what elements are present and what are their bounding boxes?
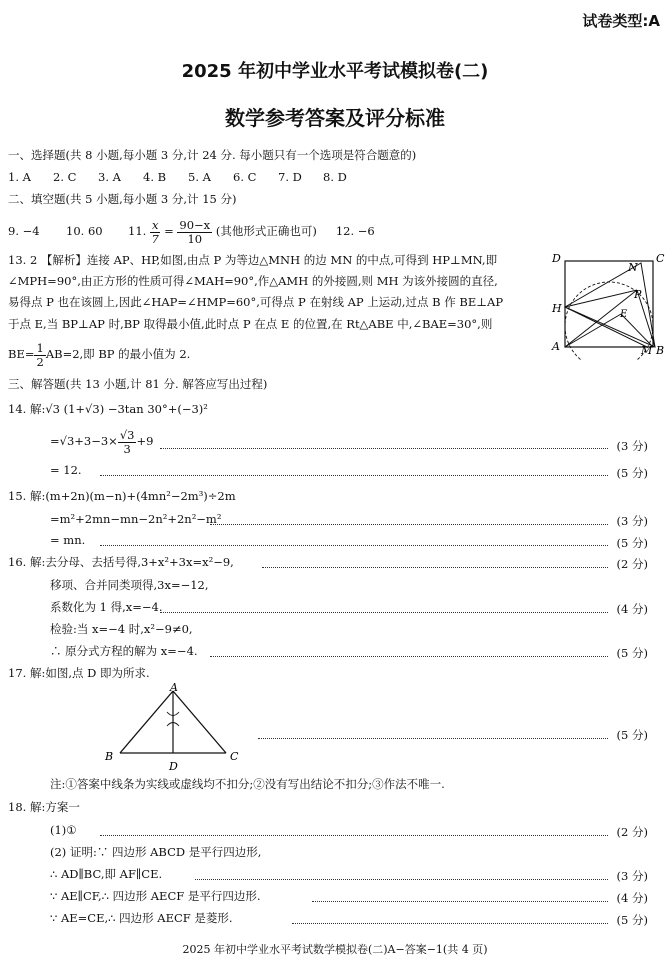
- mc-answer: 8. D: [323, 170, 347, 184]
- mc-answers: [8, 169, 368, 185]
- q11-note: (其他形式正确也可): [215, 224, 317, 238]
- exam-subtitle: 数学参考答案及评分标准: [225, 106, 445, 130]
- q16-line2: 移项、合并同类项得,3x=−12,: [50, 578, 209, 592]
- label-C: C: [230, 750, 239, 763]
- score: (2 分): [616, 825, 648, 839]
- q9-answer: 9. −4: [8, 224, 40, 238]
- q18-line3: (2) 证明:∵ 四边形 ABCD 是平行四边形,: [50, 845, 262, 859]
- q16-line3: 系数化为 1 得,x=−4.: [50, 600, 163, 614]
- q11-label: 11.: [128, 224, 147, 238]
- paper-type: 试卷类型:A: [582, 12, 660, 30]
- q14-line3: = 12.: [50, 463, 82, 477]
- fill-answers-row: [8, 216, 375, 246]
- score: (5 分): [616, 536, 648, 550]
- q18-line4: ∴ AD∥BC,即 AF∥CE.: [50, 867, 163, 881]
- dot-leader: [292, 923, 608, 924]
- label-D: D: [552, 252, 561, 265]
- q16-line4: 检验:当 x=−4 时,x²−9≠0,: [50, 622, 193, 636]
- mc-answer: 5. A: [188, 170, 211, 184]
- section2-heading: 二、填空题(共 5 小题,每小题 3 分,计 15 分): [8, 192, 237, 206]
- score: (3 分): [616, 514, 648, 528]
- dot-leader: [100, 545, 608, 546]
- q13-line: 13. 2 【解析】连接 AP、HP,如图,由点 P 为等边△MNH 的边 MN 的中点,可得到 HP⊥MN,即: [8, 253, 498, 267]
- q15-line3: = mn.: [50, 533, 86, 547]
- q15-line2: =m²+2mn−mn−2n²+2n²−m²: [50, 512, 222, 526]
- label-M: M: [641, 344, 653, 357]
- q14-line1: 14. 解:√3 (1+√3) −3tan 30°+(−3)²: [8, 402, 208, 416]
- mc-answer: 3. A: [98, 170, 121, 184]
- page-footer: 2025 年初中学业水平考试数学模拟卷(二)A−答案−1(共 4 页): [182, 943, 488, 956]
- score: (5 分): [616, 646, 648, 660]
- q13-line: 易得点 P 也在该圆上,因此∠HAP=∠HMP=60°,可得点 P 在射线 AP 上运动,过点 B 作 BE⊥AP: [8, 295, 504, 309]
- label-B: B: [105, 750, 114, 763]
- side-ac: [173, 691, 226, 753]
- label-N: N: [628, 261, 638, 274]
- q18-line5: ∵ AE∥CF,∴ 四边形 AECF 是平行四边形.: [50, 889, 261, 903]
- mc-answer: 2. C: [53, 170, 77, 184]
- q15-line1: 15. 解:(m+2n)(m−n)+(4mn²−2m³)÷2m: [8, 489, 236, 503]
- q16-line5: ∴ 原分式方程的解为 x=−4.: [50, 644, 198, 658]
- dot-leader: [312, 901, 608, 902]
- dot-leader: [160, 612, 608, 613]
- label-P: P: [634, 288, 642, 301]
- label-C: C: [656, 252, 665, 265]
- q13-line: ∠MPH=90°,由正方形的性质可得∠MAH=90°,作△AMH 的外接圆,则 MH 为该外接圆的直径,: [8, 274, 498, 288]
- mc-answer: 1. A: [8, 170, 31, 184]
- score: (5 分): [616, 728, 648, 742]
- score: (5 分): [616, 913, 648, 927]
- q17-line1: 17. 解:如图,点 D 即为所求.: [8, 666, 150, 680]
- q13-figure: [548, 250, 666, 360]
- section1-heading: 一、选择题(共 8 小题,每小题 3 分,计 24 分. 每小题只有一个选项是符合题意的): [8, 148, 417, 162]
- label-H: H: [552, 302, 562, 315]
- q13-line: 于点 E,当 BP⊥AP 时,BP 取得最小值,此时点 P 在点 E 的位置,在 Rt△ABE 中,∠BAE=30°,则: [8, 317, 493, 331]
- label-A: A: [170, 683, 178, 694]
- dot-leader: [210, 524, 608, 525]
- score: (3 分): [616, 869, 648, 883]
- score: (2 分): [616, 557, 648, 571]
- q18-line2: (1)①: [50, 823, 77, 837]
- mc-answer: 6. C: [233, 170, 257, 184]
- label-B: B: [656, 344, 665, 357]
- q17-figure: [100, 683, 250, 775]
- q11-frac-right: $\frac{90-x}{10}$: [179, 217, 211, 246]
- label-E: E: [620, 309, 628, 320]
- mc-answer: 4. B: [143, 170, 167, 184]
- q17-note: 注:①答案中线条为实线或虚线均不扣分;②没有写出结论不扣分;③作法不唯一.: [50, 777, 445, 791]
- score: (5 分): [616, 466, 648, 480]
- q14-line2: =√3+3−3× $\frac{√3}{3}$ +9: [50, 427, 154, 456]
- q11-frac-left: $\frac{x}{7}$: [151, 217, 159, 246]
- q18-line6: ∵ AE=CE,∴ 四边形 AECF 是菱形.: [50, 911, 233, 925]
- q16-line1: 16. 解:去分母、去括号得,3+x²+3x=x²−9,: [8, 555, 234, 569]
- side-ab: [120, 691, 173, 753]
- dot-leader: [258, 738, 608, 739]
- dot-leader: [195, 879, 608, 880]
- label-D: D: [169, 760, 178, 773]
- score: (4 分): [616, 891, 648, 905]
- q10-answer: 10. 60: [66, 224, 103, 238]
- q18-line1: 18. 解:方案一: [8, 800, 80, 814]
- score: (4 分): [616, 602, 648, 616]
- dot-leader: [210, 656, 608, 657]
- mc-answer: 7. D: [278, 170, 302, 184]
- label-A: A: [552, 340, 560, 353]
- dot-leader: [100, 835, 608, 836]
- exam-title: 2025 年初中学业水平考试模拟卷(二): [181, 61, 489, 82]
- q13-last-line: BE= $\frac{1}{2}$ AB=2,即 BP 的最小值为 2.: [8, 340, 191, 369]
- score: (3 分): [616, 439, 648, 453]
- line-hm: [565, 307, 647, 347]
- dot-leader: [100, 475, 608, 476]
- q12-answer: 12. −6: [335, 224, 375, 238]
- section3-heading: 三、解答题(共 13 小题,计 81 分. 解答应写出过程): [8, 377, 268, 391]
- dot-leader: [262, 567, 608, 568]
- dot-leader: [160, 448, 608, 449]
- q11-eq: =: [164, 224, 174, 238]
